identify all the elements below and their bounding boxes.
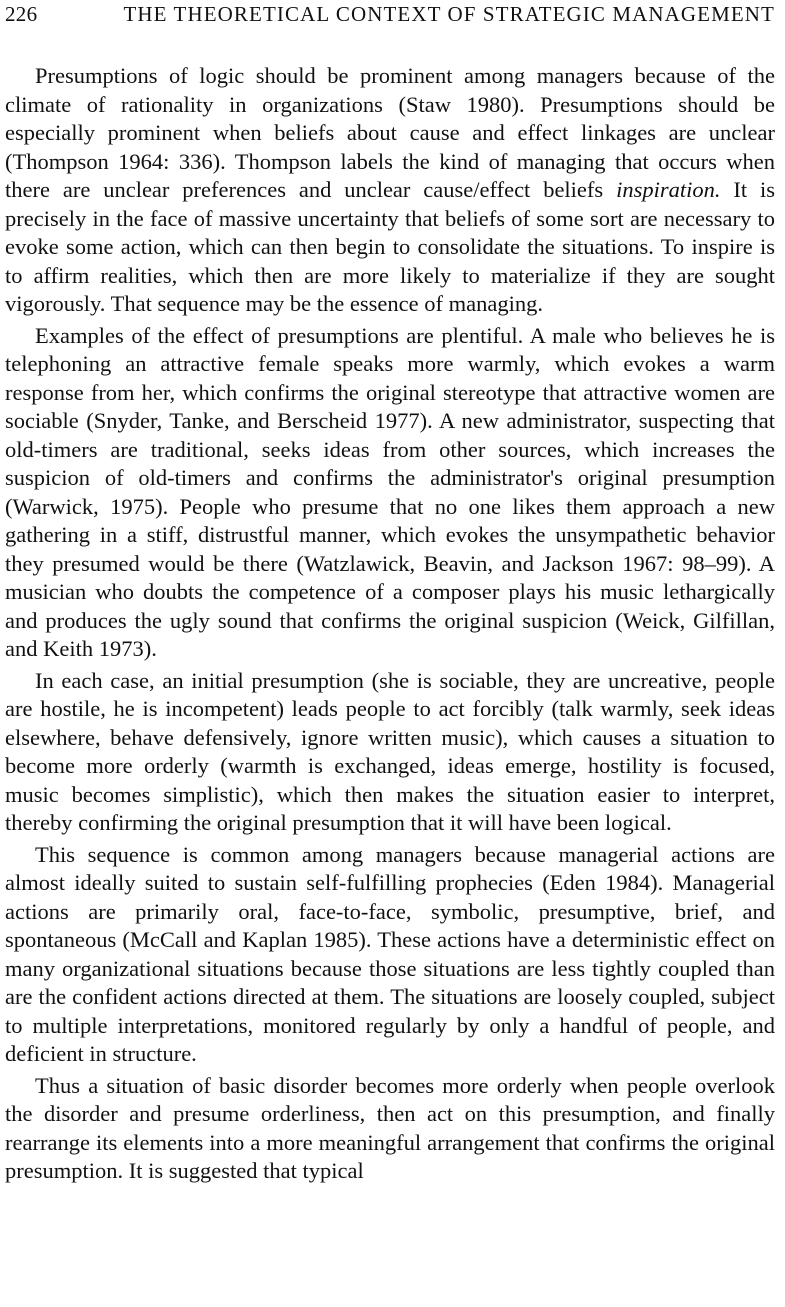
paragraph-each-case: In each case, an initial presumption (she is sociable, they are uncreative, people are hostile, he is incompetent) leads people to act forcibly (talk warmly, seek ideas elsewhere, behave defensively, ignore written music), which causes a situation to become more orderly (warmth is exchanged, ideas emerge, hostility is focused, music becomes simplistic), which then makes the situation easier to interpret, thereby confirming the original presumption that it will have been logical.: [5, 667, 775, 835]
running-head: [5, 0, 775, 28]
paragraph-basic-disorder: Thus a situation of basic disorder becomes more orderly when people overlook the disorder and presume orderliness, then act on this presumption, and finally rearrange its elements into a more meaningful arrangement that confirms the original presumption. It is suggested that typical: [5, 1072, 775, 1183]
paragraph-examples: Examples of the effect of presumptions are plentiful. A male who believes he is telephoning an attractive female speaks more warmly, which evokes a warm response from her, which confirms the original stereotype that attractive women are sociable (Snyder, Tanke, and Berscheid 1977). A new administrator, suspecting that old-timers are traditional, seeks ideas from other sources, which increases the suspicion of old-timers and confirms the administrator's original presumption (Warwick, 1975). People who presume that no one likes them approach a new gathering in a stiff, distrustful manner, which evokes the unsympathetic behavior they presumed would be there (Watzlawick, Beavin, and Jackson 1967: 98–99). A musician who doubts the competence of a composer plays his music lethargically and produces the ugly sound that confirms the original suspicion (Weick, Gilfillan, and Keith 1973).: [5, 322, 775, 661]
page-number: 226: [5, 2, 38, 26]
paragraph-text: Presumptions of logic should be prominent among managers because of the climate of rationality in organizations (Staw 1980). Presumptions should be especially prominent when beliefs about cause and effect linkages are unclear (Thompson 1964: 336). Thompson labels the kind of managing that occurs when there are unclear preferences and unclear cause/effect beliefs: [5, 63, 775, 202]
running-title: THE THEORETICAL CONTEXT OF STRATEGIC MANAGEMENT: [123, 2, 775, 26]
paragraph-text: It is precisely in the face of massive uncertainty that beliefs of some sort are necessary to evoke some action, which can then begin to consolidate the situations. To inspire is to affirm realities, which then are more likely to materialize if they are sought vigorously. That sequence may be the essence of managing.: [5, 177, 775, 316]
paragraph-presumptions-of-logic: [5, 62, 775, 319]
emphasized-term: inspiration.: [616, 177, 721, 202]
body-text: [5, 62, 775, 1186]
paragraph-managerial-actions: This sequence is common among managers because managerial actions are almost ideally suited to sustain self-fulfilling prophecies (Eden 1984). Managerial actions are primarily oral, face-to-face, symbolic, presumptive, brief, and spontaneous (McCall and Kaplan 1985). These actions have a deterministic effect on many organizational situations because those situations are less tightly coupled than are the confident actions directed at them. The situations are loosely coupled, subject to multiple interpretations, monitored regularly by only a handful of people, and deficient in structure.: [5, 841, 775, 1066]
